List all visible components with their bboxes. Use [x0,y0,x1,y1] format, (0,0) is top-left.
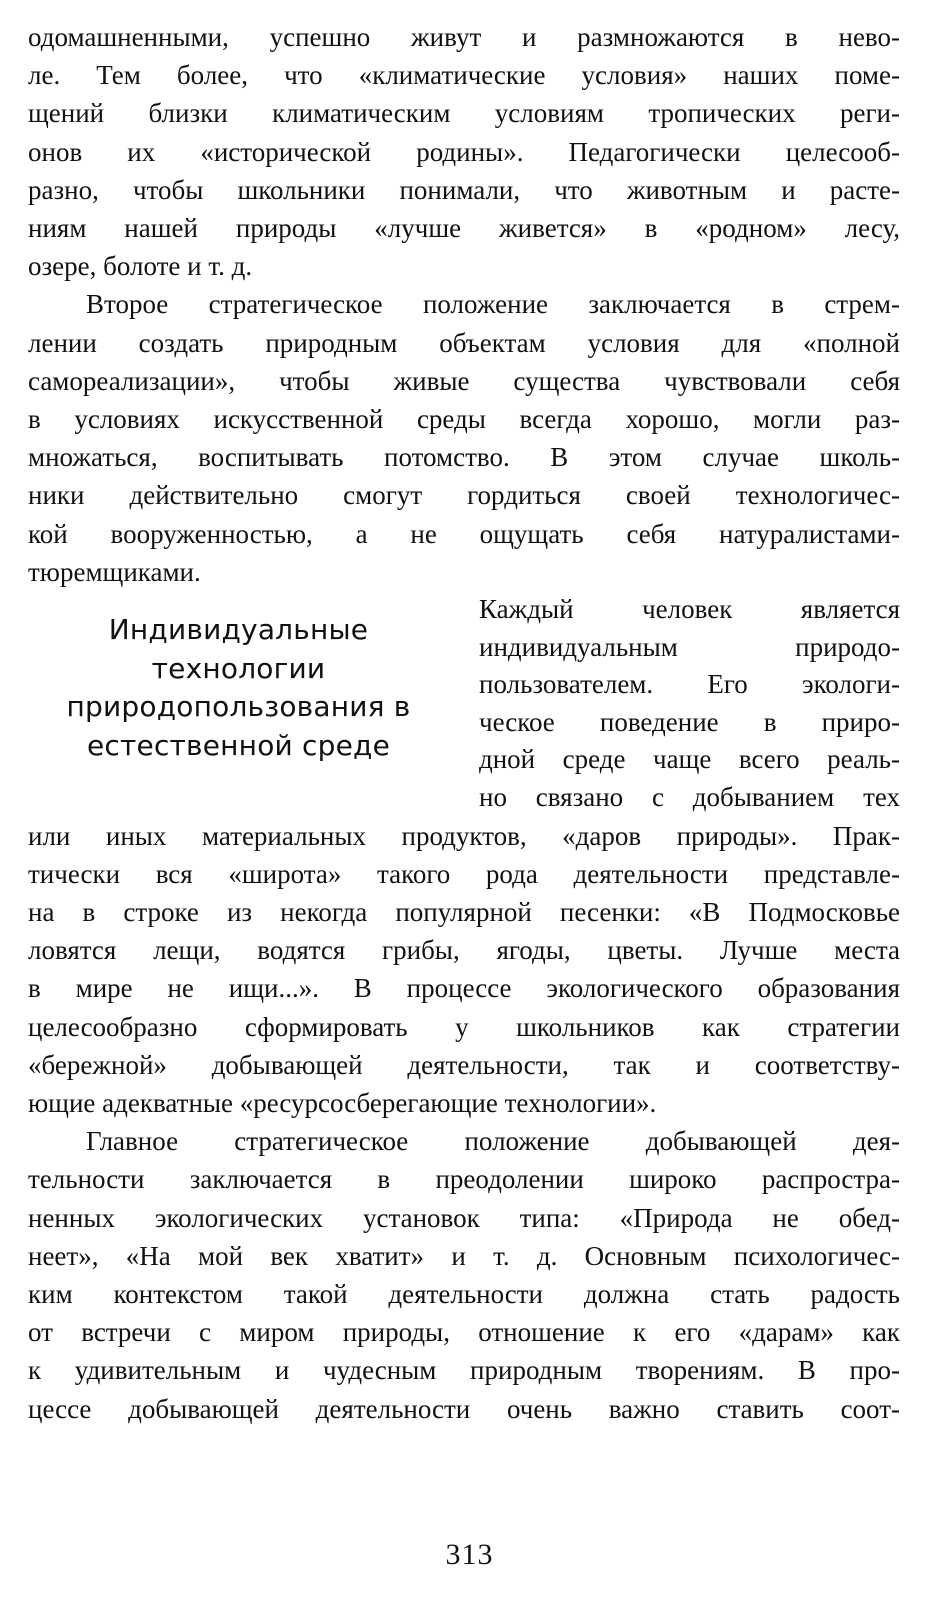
text-line: но связано с добыванием тех [479,782,900,813]
text-line: кой вооруженностью, а не ощущать себя натуралистами- [28,518,900,549]
heading-with-side-text [28,591,900,817]
text-line: озере, болоте и т. д. [28,251,253,282]
text-line: тически вся «широта» такого рода деятельности представле- [28,858,900,889]
heading-line: природопользования в [66,690,411,724]
paragraph-continuation [28,18,900,285]
text-line: тюремщиками. [28,556,201,587]
text-line: ники действительно смогут гордиться своей технологичес- [28,480,900,511]
text-line: Второе стратегическое положение заключается в стрем- [86,289,900,320]
paragraph-individual-use [28,817,900,1123]
heading-line: естественной среде [86,728,390,762]
text-line: в мире не ищи...». В процессе экологического образования [28,973,900,1004]
text-line: ниям нашей природы «лучше живется» в «родном» лесу, [28,213,900,244]
heading-line: технологии [151,651,326,685]
text-line: целесообразно сформировать у школьников как стратегии [28,1011,900,1042]
document-page [28,18,900,1428]
text-line: одомашненными, успешно живут и размножаются в нево- [28,22,900,52]
paragraph-second-position [28,285,900,591]
text-line: ненных экологических установок типа: «Природа не обед- [28,1202,900,1233]
text-line: ющие адекватные «ресурсосберегающие технологии». [28,1088,657,1119]
text-line: разно, чтобы школьники понимали, что животным и расте- [28,174,900,205]
text-line: ческое поведение в приро- [479,706,900,737]
text-line: множаться, воспитывать потомство. В этом случае школь- [28,442,900,473]
text-line: на в строке из некогда популярной песенки: «В Подмосковье [28,897,900,928]
section-heading [28,591,449,817]
text-line: ловятся лещи, водятся грибы, ягоды, цветы. Лучше места [28,935,900,966]
text-line: пользователем. Его экологи- [479,669,900,700]
text-line: «бережной» добывающей деятельности, так и соответству- [28,1049,900,1080]
page-number: 313 [445,1538,494,1571]
text-line: ле. Тем более, что «климатические условия» наших поме- [28,60,900,91]
text-line: Каждый человек является [479,594,900,625]
paragraph-main-position [28,1122,900,1428]
text-line: индивидуальным природо- [479,631,900,662]
text-line: цессе добывающей деятельности очень важно ставить соот- [28,1393,900,1424]
text-line: тельности заключается в преодолении широко распростра- [28,1164,900,1195]
text-line: онов их «исторической родины». Педагогически целесооб- [28,136,900,167]
text-line: или иных материальных продуктов, «даров природы». Прак- [28,820,900,851]
text-line: самореализации», чтобы живые существа чувствовали себя [28,365,900,396]
text-line: ким контекстом такой деятельности должна стать радость [28,1279,900,1310]
text-line: в условиях искусственной среды всегда хорошо, могли раз- [28,404,900,435]
text-line: дной среде чаще всего реаль- [479,744,900,775]
text-line: к удивительным и чудесным природным творениям. В про- [28,1355,900,1386]
text-line: щений близки климатическим условиям тропических реги- [28,98,900,129]
side-column-text [479,591,900,817]
heading-line: Индивидуальные [108,613,369,647]
text-line: от встречи с миром природы, отношение к его «дарам» как [28,1317,900,1348]
text-line: неет», «На мой век хватит» и т. д. Основным психологичес- [28,1240,900,1271]
text-line: Главное стратегическое положение добывающей дея- [86,1126,900,1157]
text-line: лении создать природным объектам условия для «полной [28,327,900,358]
